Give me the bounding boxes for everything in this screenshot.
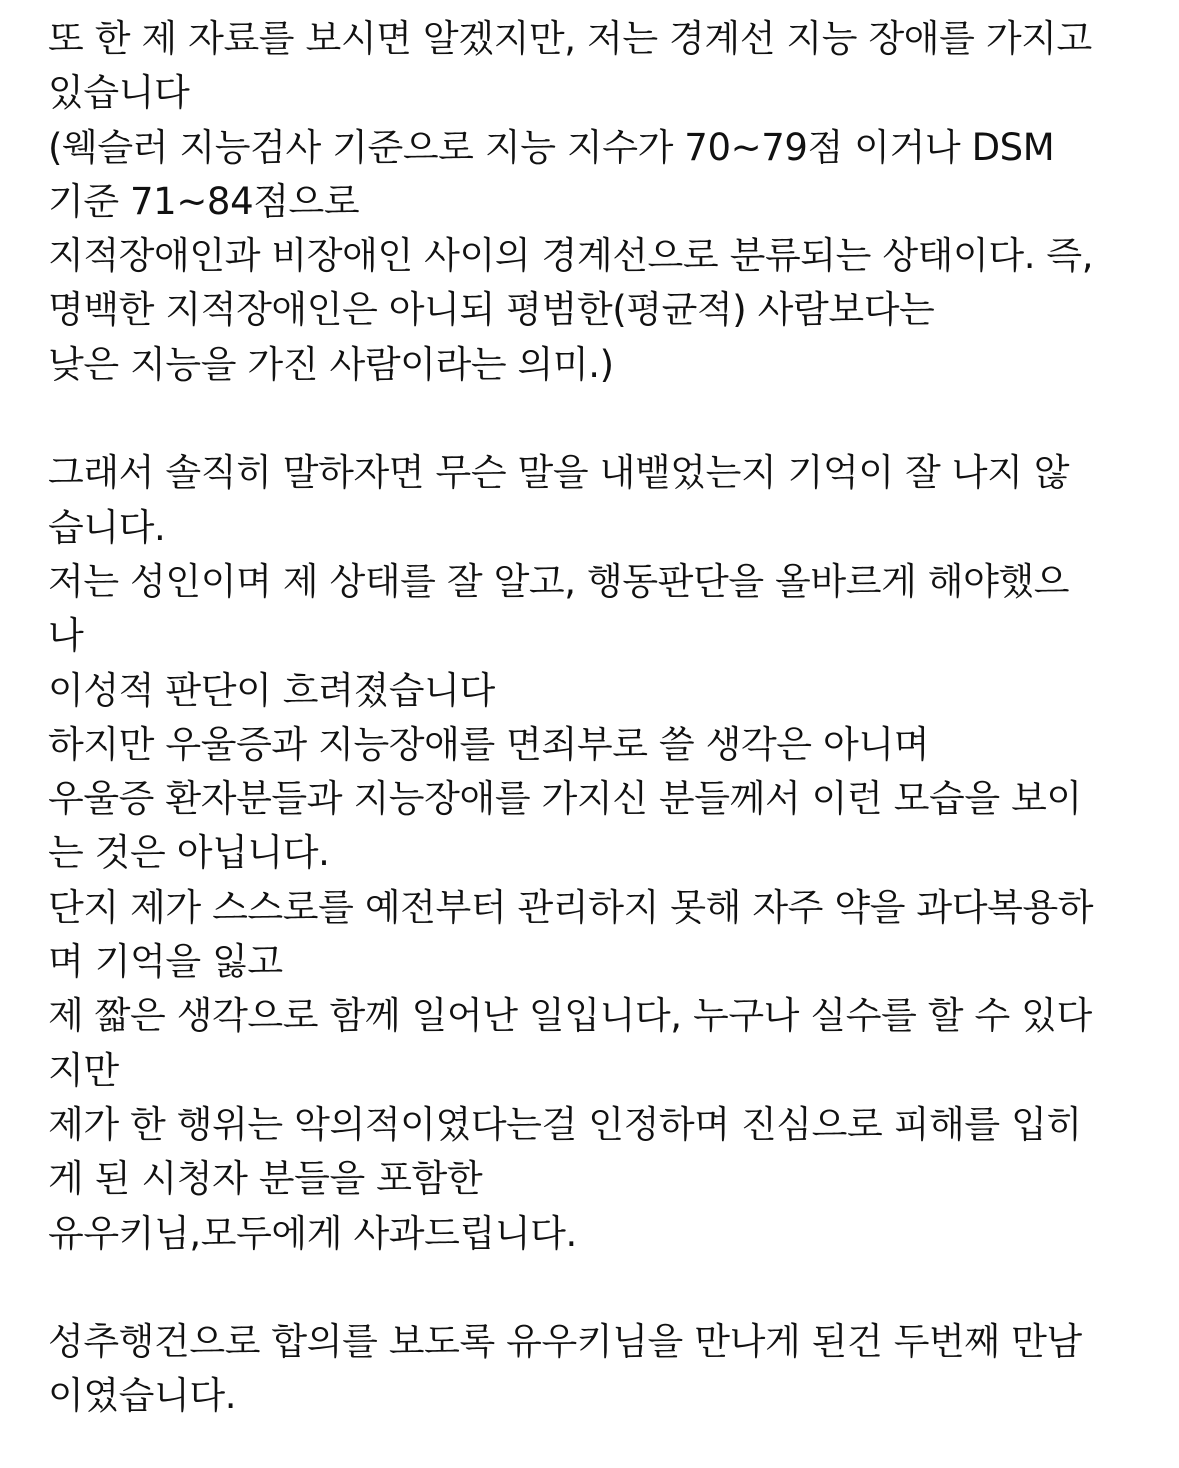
text-line: 지만: [48, 1048, 119, 1092]
paragraph-spacer: [48, 392, 1128, 446]
text-line: 이성적 판단이 흐려졌습니다: [48, 668, 495, 712]
text-line: 제 짧은 생각으로 함께 일어난 일입니다, 누구나 실수를 할 수 있다: [48, 994, 1092, 1038]
text-line: 습니다.: [48, 505, 166, 549]
text-line: 유우키님,모두에게 사과드립니다.: [48, 1211, 577, 1255]
paragraph-spacer: [48, 1261, 1128, 1315]
paragraph-3: [48, 1315, 1128, 1424]
text-line: 이였습니다.: [48, 1374, 237, 1418]
text-line: 우울증 환자분들과 지능장애를 가지신 분들께서 이런 모습을 보이: [48, 777, 1082, 821]
text-line: 있습니다: [48, 71, 190, 115]
text-line: 낮은 지능을 가진 사람이라는 의미.): [48, 342, 614, 386]
text-line: 게 된 시청자 분들을 포함한: [48, 1157, 483, 1201]
paragraph-1: [48, 12, 1128, 392]
text-line: 기준 71~84점으로: [48, 179, 360, 223]
text-line: 는 것은 아닙니다.: [48, 831, 330, 875]
text-line: 나: [48, 614, 84, 658]
paragraph-2: [48, 446, 1128, 1260]
text-line: 며 기억을 잃고: [48, 940, 283, 984]
text-line: 하지만 우울증과 지능장애를 면죄부로 쓸 생각은 아니며: [48, 722, 930, 766]
document-body: [48, 12, 1128, 1424]
text-line: 성추행건으로 합의를 보도록 유우키님을 만나게 된건 두번째 만남: [48, 1320, 1082, 1364]
text-line: 또 한 제 자료를 보시면 알겠지만, 저는 경계선 지능 장애를 가지고: [48, 17, 1092, 60]
text-line: 저는 성인이며 제 상태를 잘 알고, 행동판단을 올바르게 해야했으: [48, 559, 1070, 603]
text-line: 단지 제가 스스로를 예전부터 관리하지 못해 자주 약을 과다복용하: [48, 885, 1094, 929]
text-line: 지적장애인과 비장애인 사이의 경계선으로 분류되는 상태이다. 즉,: [48, 234, 1094, 278]
text-line: (웩슬러 지능검사 기준으로 지능 지수가 70~79점 이거나 DSM: [48, 125, 1055, 169]
text-line: 제가 한 행위는 악의적이였다는걸 인정하며 진심으로 피해를 입히: [48, 1102, 1082, 1146]
text-line: 그래서 솔직히 말하자면 무슨 말을 내뱉었는지 기억이 잘 나지 않: [48, 451, 1070, 495]
text-line: 명백한 지적장애인은 아니되 평범한(평균적) 사람보다는: [48, 288, 935, 332]
